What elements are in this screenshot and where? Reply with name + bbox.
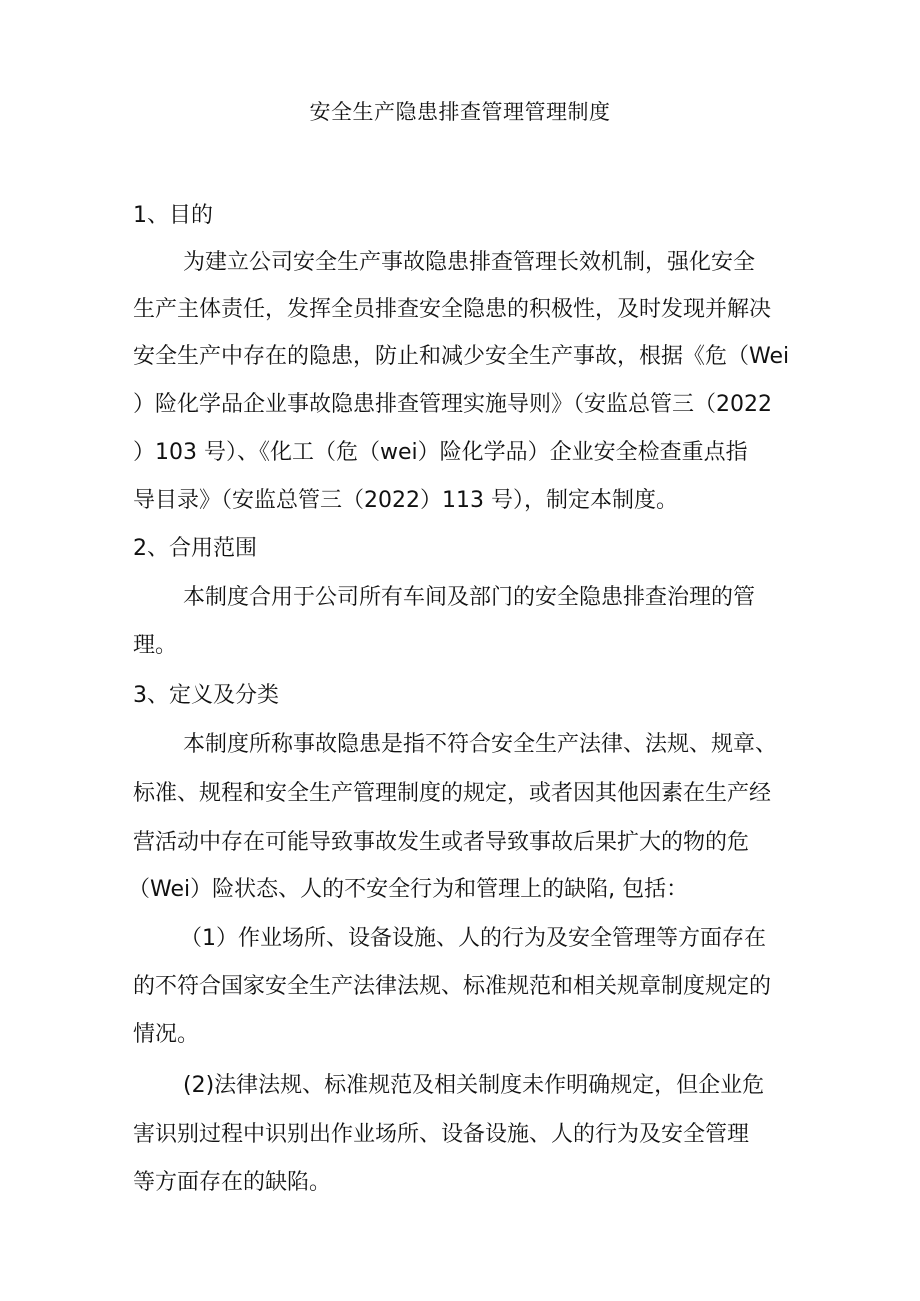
list-item-line: (2)法律法规、标准规范及相关制度未作明确规定，但企业危 [183,1073,765,1098]
list-item-line: 情况。 [133,1022,200,1047]
paragraph-line: 本制度所称事故隐患是指不符合安全生产法律、法规、规章、 [183,732,778,757]
paragraph-line: 标准、规程和安全生产管理制度的规定，或者因其他因素在生产经 [133,781,772,806]
paragraph-line: 生产主体责任，发挥全员排查安全隐患的积极性，及时发现并解决 [133,297,772,322]
section-heading-purpose: 1、目的 [133,203,213,228]
paragraph-line: ）103 号）、《化工（危（wei）险化学品）企业安全检查重点指 [133,440,748,465]
paragraph-line: 理。 [133,633,178,658]
paragraph-line: ）险化学品企业事故隐患排查管理实施导则》（安监总管三（2022 [133,392,772,417]
section-heading-scope: 2、合用范围 [133,536,257,561]
paragraph-line: （Wei）险状态、人的不安全行为和管理上的缺陷, 包括： [128,877,689,902]
section-heading-definition: 3、定义及分类 [133,683,279,708]
list-item-line: 害识别过程中识别出作业场所、设备设施、人的行为及安全管理 [133,1122,750,1147]
paragraph-line: 营活动中存在可能导致事故发生或者导致事故后果扩大的物的危 [133,830,750,855]
paragraph-line: 本制度合用于公司所有车间及部门的安全隐患排查治理的管 [183,585,756,610]
document-title: 安全生产隐患排查管理管理制度 [309,100,611,124]
list-item-line: 等方面存在的缺陷。 [133,1170,332,1195]
paragraph-line: 安全生产中存在的隐患，防止和减少安全生产事故，根据《危（Wei [133,344,790,369]
paragraph-line: 导目录》（安监总管三（2022）113 号），制定本制度。 [133,488,678,513]
list-item-line: 的不符合国家安全生产法律法规、标准规范和相关规章制度规定的 [133,974,772,999]
list-item-line: （1）作业场所、设备设施、人的行为及安全管理等方面存在 [180,926,766,951]
paragraph-line: 为建立公司安全生产事故隐患排查管理长效机制，强化安全 [183,250,756,275]
